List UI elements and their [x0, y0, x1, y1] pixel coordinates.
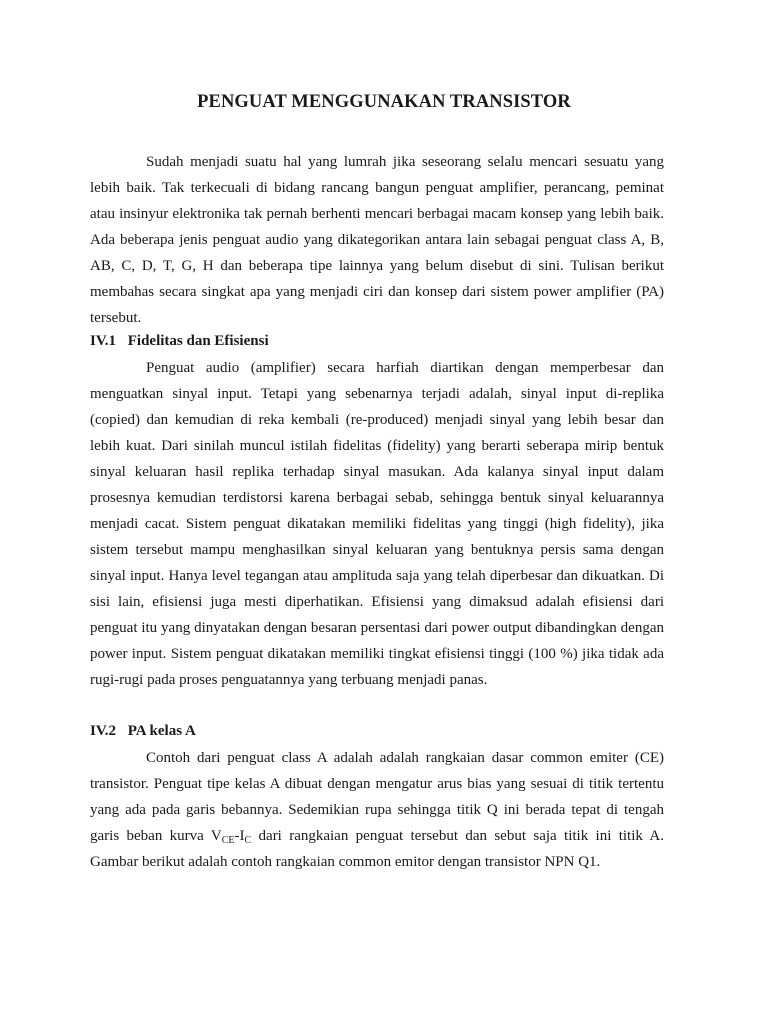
section-title: PA kelas A: [127, 723, 196, 739]
section-heading-fidelitas: [90, 333, 269, 350]
intro-paragraph: Sudah menjadi suatu hal yang lumrah jika seseorang selalu mencari sesuatu yang lebih baik. Tak terkecuali di bidang rancang bangun penguat amplifier, perancang, peminat atau insinyur elektronika tak pernah berhenti mencari berbagai macam konsep yang lebih baik. Ada beberapa jenis penguat audio yang dikategorikan antara lain sebagai penguat class A, B, AB, C, D, T, G, H dan beberapa tipe lainnya yang belum disebut di sini. Tulisan berikut membahas secara singkat apa yang menjadi ciri dan konsep dari sistem power amplifier (PA) tersebut.: [90, 154, 664, 326]
section-heading-pa-kelas-a: [90, 723, 196, 740]
dash-i-text: -I: [234, 828, 245, 844]
subscript-ce: CE: [221, 835, 235, 846]
section-body-pa-kelas-a: [90, 745, 664, 875]
document-title: PENGUAT MENGGUNAKAN TRANSISTOR: [197, 92, 571, 112]
subscript-c: C: [244, 835, 252, 846]
section-title: Fidelitas dan Efisiensi: [127, 333, 269, 349]
section-number: IV.2: [90, 723, 116, 739]
section-body-fidelitas: Penguat audio (amplifier) secara harfiah diartikan dengan memperbesar dan menguatkan sinyal input. Tetapi yang sebenarnya terjadi adalah, sinyal input di-replika (copied) dan kemudian di reka kembali (re-produced) menjadi sinyal yang lebih besar dan lebih kuat. Dari sinilah muncul istilah fidelitas (fidelity) yang berarti seberapa mirip bentuk sinyal keluaran hasil replika terhadap sinyal masukan. Ada kalanya sinyal input dalam prosesnya kemudian terdistorsi karena berbagai sebab, sehingga bentuk sinyal keluarannya menjadi cacat. Sistem penguat dikatakan memiliki fidelitas yang tinggi (high fidelity), jika sistem tersebut mampu menghasilkan sinyal keluaran yang bentuknya persis sama dengan sinyal input. Hanya level tegangan atau amplituda saja yang telah diperbesar dan dikuatkan. Di sisi lain, efisiensi juga mesti diperhatikan. Efisiensi yang dimaksud adalah efisiensi dari penguat itu yang dinyatakan dengan besaran persentasi dari power output dibandingkan dengan power input. Sistem penguat dikatakan memiliki tingkat efisiensi tinggi (100 %) jika tidak ada rugi-rugi pada proses penguatannya yang terbuang menjadi panas.: [90, 360, 664, 688]
section-number: IV.1: [90, 333, 116, 349]
body-text-part1: Contoh dari penguat class A adalah adalah rangkaian dasar common emiter (CE) transistor. Penguat tipe kelas A dibuat dengan mengatur arus bias yang sesuai di titik tertentu yang ada pada garis bebannya. Sedemikian rupa sehingga titik Q ini berada tepat di tengah garis beban kurva V: [90, 750, 664, 844]
body-text-part2: dari rangkaian penguat tersebut dan sebut saja titik ini titik A. Gambar berikut adalah contoh rangkaian common emitor dengan transistor NPN Q1.: [90, 828, 664, 870]
